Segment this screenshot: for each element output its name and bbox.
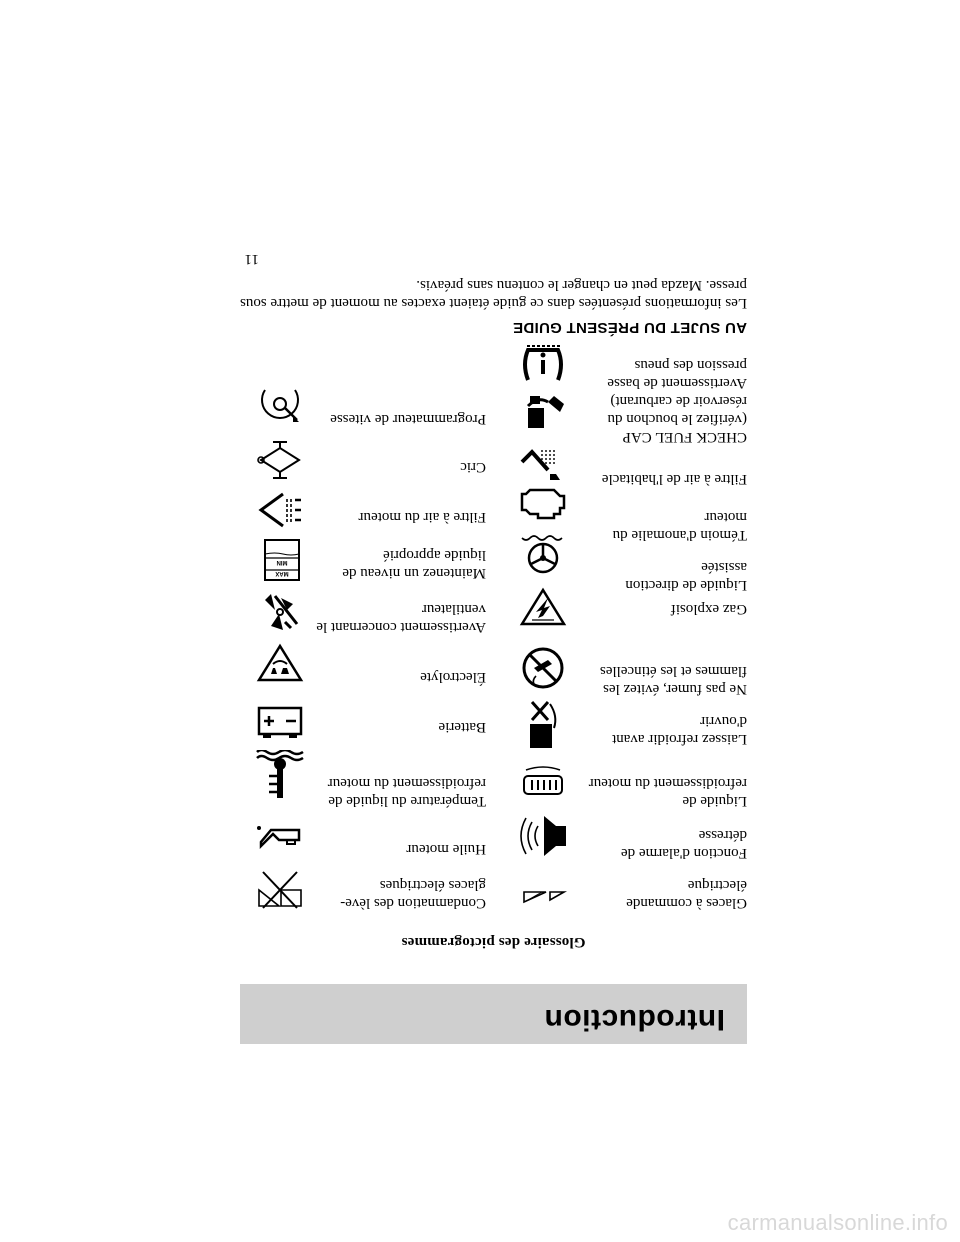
glossary-label: Programmateur de vitesse	[330, 411, 486, 427]
glossary-label: Température du liquide de refroidissement du moteur	[327, 775, 486, 809]
low-tire-pressure-icon	[518, 342, 568, 386]
glossary-label: Gaz explosif	[670, 601, 747, 617]
glossary-label: Avertissement de basse pression des pneus	[607, 357, 747, 391]
engine-air-filter-icon	[255, 488, 305, 532]
window-lockout-icon	[255, 868, 305, 912]
glossary-label: CHECK FUEL CAP (vérifiez le bouchon du réservoir de carburant)	[607, 393, 747, 445]
about-guide-text: Les informations présentées dans ce guide étaient exactes au moment de mettre sous presse. Mazda peut en changer le contenu sans préavis.	[240, 277, 747, 311]
cabin-air-filter-icon	[518, 444, 568, 488]
power-steering-fluid-icon	[518, 532, 568, 576]
explosive-gas-icon	[518, 586, 568, 630]
glossary-label: Filtre à air du moteur	[358, 509, 486, 525]
let-cool-before-opening-icon	[518, 698, 568, 750]
glossary-label: Témoin d'anomalie du moteur	[612, 509, 747, 543]
about-guide-heading: AU SUJET DU PRÉSENT GUIDE	[512, 319, 747, 336]
glossary-label: Glaces à commande électrique	[626, 877, 747, 911]
engine-oil-icon	[255, 814, 305, 858]
speed-control-icon	[255, 382, 305, 426]
battery-icon	[255, 700, 305, 744]
fluid-level-max-label: MAX	[275, 570, 289, 576]
glossary-title: Glossaire des pictogrammes	[401, 934, 586, 950]
panic-alarm-icon	[518, 814, 568, 858]
power-window-icon	[518, 870, 568, 914]
watermark: carmanualsonline.info	[727, 1210, 948, 1235]
check-engine-icon	[518, 482, 568, 526]
glossary-label: Condamnation des lève-glaces électriques	[340, 877, 486, 911]
engine-coolant-icon	[518, 760, 568, 804]
fluid-level-min-label: MIN	[276, 559, 288, 565]
glossary-label: Liquide de direction assistée	[625, 559, 747, 593]
glossary-label: Maintenez un niveau de liquide approprié	[342, 547, 486, 581]
check-fuel-cap-icon	[518, 390, 568, 434]
glossary-label: Laissez refroidir avant d'ouvrir	[612, 713, 747, 747]
glossary-label: Électrolyte	[420, 669, 486, 685]
fan-warning-icon	[255, 590, 305, 634]
glossary-label: Cric	[460, 459, 486, 475]
glossary-label: Filtre à air de l'habitacle	[601, 471, 747, 487]
section-header-band	[240, 984, 747, 1044]
glossary-label: Avertissement concernant le ventilateur	[316, 601, 486, 635]
battery-acid-icon	[255, 642, 305, 686]
glossary-label: Ne pas fumer, évitez les flammes et les étincelles	[599, 663, 747, 697]
glossary-label: Liquide de refroidissement du moteur	[588, 775, 747, 809]
fluid-level-icon	[255, 538, 305, 582]
section-title: Introduction	[544, 1003, 725, 1036]
glossary-label: Huile moteur	[406, 841, 486, 857]
coolant-temperature-icon	[255, 750, 305, 802]
page-number: 11	[244, 251, 259, 267]
glossary-label: Batterie	[438, 719, 486, 735]
no-smoking-icon	[518, 646, 568, 690]
jack-icon	[255, 438, 305, 482]
glossary-label: Fonction d'alarme de détresse	[621, 827, 747, 861]
